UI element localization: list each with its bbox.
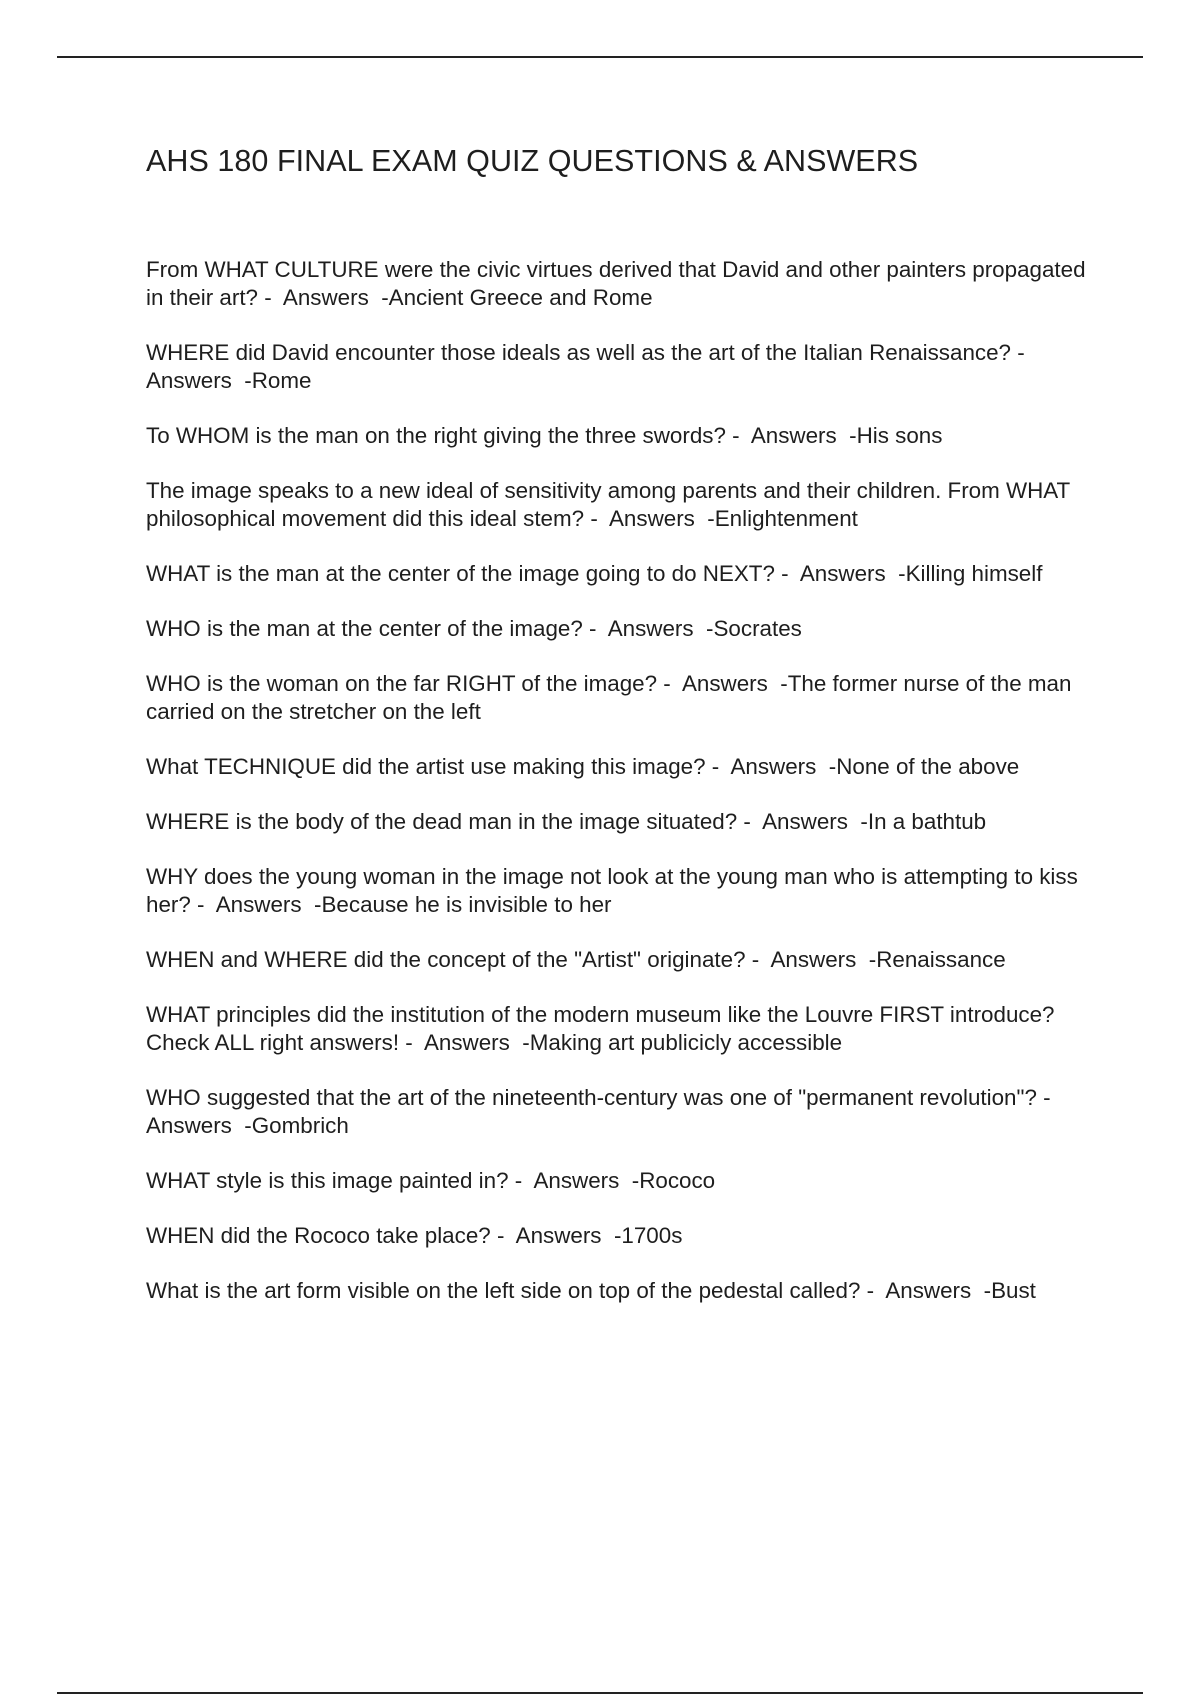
answer-text: Socrates (713, 616, 802, 641)
question-text: What TECHNIQUE did the artist use making this image? (146, 754, 706, 779)
question-text: WHO is the man at the center of the image? (146, 616, 583, 641)
qa-item: The image speaks to a new ideal of sensitivity among parents and their children. From WHAT philosophical movement did this ideal stem? - Answers -Enlightenment (146, 478, 1077, 531)
answer-text: Rococo (639, 1168, 716, 1193)
answer-text: None of the above (836, 754, 1020, 779)
answer-text: Making art publicicly accessible (529, 1030, 843, 1055)
answer-text: 1700s (621, 1223, 683, 1248)
answer-label: Answers (282, 285, 369, 310)
question-text: WHAT style is this image painted in? (146, 1168, 509, 1193)
answer-label: Answers (423, 1030, 510, 1055)
qa-item: WHEN did the Rococo take place? - Answers -1700s (146, 1223, 683, 1248)
question-text: WHERE did David encounter those ideals as well as the art of the Italian Renaissance? (146, 340, 1011, 365)
question-text: WHO suggested that the art of the nineteenth-century was one of "permanent revolution"? (146, 1085, 1037, 1110)
answer-text: In a bathtub (867, 809, 987, 834)
qa-list (146, 256, 1092, 1332)
answer-label: Answers (730, 754, 817, 779)
qa-item: WHO is the man at the center of the image? - Answers -Socrates (146, 616, 802, 641)
qa-item: To WHOM is the man on the right giving the three swords? - Answers -His sons (146, 423, 943, 448)
answer-label: Answers (770, 947, 857, 972)
answer-label: Answers (215, 892, 302, 917)
question-text: WHAT is the man at the center of the image going to do NEXT? (146, 561, 775, 586)
qa-item: What TECHNIQUE did the artist use making this image? - Answers -None of the above (146, 754, 1020, 779)
answer-label: Answers (146, 1113, 232, 1138)
answer-text: Gombrich (251, 1113, 349, 1138)
answer-text: Enlightenment (714, 506, 858, 531)
question-text: WHEN and WHERE did the concept of the "Artist" originate? (146, 947, 746, 972)
question-text: WHO is the woman on the far RIGHT of the image? (146, 671, 658, 696)
top-rule (57, 56, 1143, 58)
qa-item: From WHAT CULTURE were the civic virtues derived that David and other painters propagated in their art? - Answers -Ancient Greece and Rome (146, 257, 1092, 310)
qa-item: WHO suggested that the art of the nineteenth-century was one of "permanent revolution"? - Answers -Gombrich (146, 1085, 1062, 1138)
question-text: WHERE is the body of the dead man in the image situated? (146, 809, 738, 834)
answer-label: Answers (762, 809, 848, 834)
answer-label: Answers (533, 1168, 620, 1193)
answer-text: Renaissance (876, 947, 1006, 972)
answer-text: The former nurse of the man carried on the stretcher on the left (146, 671, 1078, 724)
answer-label: Answers (750, 423, 837, 448)
qa-item: WHAT is the man at the center of the image going to do NEXT? - Answers -Killing himself (146, 561, 1043, 586)
question-text: From WHAT CULTURE were the civic virtues derived that David and other painters propagated in their art? (146, 257, 1092, 310)
question-text: WHAT principles did the institution of the modern museum like the Louvre FIRST introduce? Check ALL right answers! (146, 1002, 1061, 1055)
answer-label: Answers (607, 616, 694, 641)
answer-label: Answers (146, 368, 232, 393)
qa-item: WHO is the woman on the far RIGHT of the image? - Answers -The former nurse of the man carried on the stretcher on the left (146, 671, 1078, 724)
bottom-rule (57, 1692, 1143, 1694)
answer-text: Ancient Greece and Rome (388, 285, 653, 310)
answer-label: Answers (681, 671, 768, 696)
question-text: To WHOM is the man on the right giving the three swords? (146, 423, 726, 448)
question-text: What is the art form visible on the left side on top of the pedestal called? (146, 1278, 861, 1303)
answer-text: Rome (251, 368, 312, 393)
page-title: AHS 180 FINAL EXAM QUIZ QUESTIONS & ANSWERS (146, 144, 919, 178)
qa-item: WHAT style is this image painted in? - Answers -Rococo (146, 1168, 716, 1193)
question-text: The image speaks to a new ideal of sensitivity among parents and their children. From WHAT philosophical movement did this ideal stem? (146, 478, 1077, 531)
answer-label: Answers (515, 1223, 602, 1248)
answer-label: Answers (608, 506, 695, 531)
answer-text: His sons (856, 423, 943, 448)
answer-text: Bust (991, 1278, 1036, 1303)
question-text: WHEN did the Rococo take place? (146, 1223, 491, 1248)
qa-item: WHY does the young woman in the image not look at the young man who is attempting to kiss her? - Answers -Because he is invisible to her (146, 864, 1085, 917)
qa-item: What is the art form visible on the left side on top of the pedestal called? - Answers -Bust (146, 1278, 1036, 1303)
answer-text: Because he is invisible to her (321, 892, 612, 917)
qa-item: WHEN and WHERE did the concept of the "Artist" originate? - Answers -Renaissance (146, 947, 1006, 972)
answer-label: Answers (799, 561, 886, 586)
qa-item: WHAT principles did the institution of the modern museum like the Louvre FIRST introduce? Check ALL right answers! - Answers -Making art publicicly accessible (146, 1002, 1061, 1055)
question-text: WHY does the young woman in the image not look at the young man who is attempting to kiss her? (146, 864, 1085, 917)
answer-label: Answers (885, 1278, 972, 1303)
qa-item: WHERE did David encounter those ideals as well as the art of the Italian Renaissance? - Answers -Rome (146, 340, 1036, 393)
answer-text: Killing himself (905, 561, 1043, 586)
qa-item: WHERE is the body of the dead man in the image situated? - Answers -In a bathtub (146, 809, 987, 834)
